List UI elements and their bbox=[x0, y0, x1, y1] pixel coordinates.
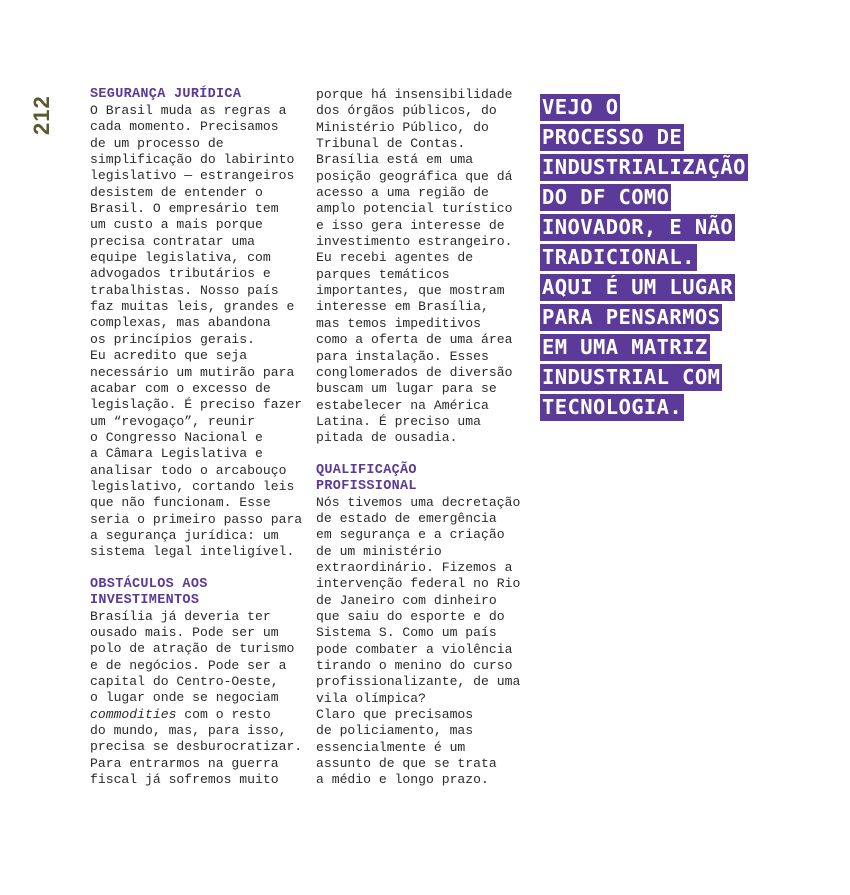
column-left bbox=[90, 87, 305, 788]
pull-quote-text: VEJO O bbox=[542, 95, 619, 119]
pull-quote-text: AQUI É UM LUGAR bbox=[542, 275, 734, 299]
section-body-qualificacao: Nós tivemos uma decretação de estado de emergência em segurança e a criação de um ministério extraordinário. Fizemos a intervenção federal no Rio de Janeiro com dinheiro que saiu do esporte e do Sistema S. Como um país pode combater a violência tirando o menino do curso profissionalizante, de uma vila olímpica? Claro que precisamos de policiamento, mas essencialmente é um assunto de que se trata a médio e longo prazo. bbox=[316, 494, 521, 788]
pull-quote bbox=[540, 92, 800, 422]
section-body-seguranca: O Brasil muda as regras a cada momento. Precisamos de um processo de simplificação do labirinto legislativo — estrangeiros desistem de entender o Brasil. O empresário tem um custo a mais porque precisa contratar uma equipe legislativa, com advogados tributários e trabalhistas. Nosso país faz muitas leis, grandes e complexas, mas abandona os princípios gerais. Eu acredito que seja necessário um mutirão para acabar com o excesso de legislação. É preciso fazer um “revogaço”, reunir o Congresso Nacional e a Câmara Legislativa e analisar todo o arcabouço legislativo, cortando leis que não funcionam. Esse seria o primeiro passo para a segurança jurídica: um sistema legal inteligível. bbox=[90, 103, 303, 560]
pull-quote-text: PROCESSO DE bbox=[542, 125, 683, 149]
pull-quote-line bbox=[540, 392, 800, 422]
pull-quote-text: TECNOLOGIA. bbox=[542, 395, 683, 419]
body-text-part: Brasília já deveria ter ousado mais. Pode ser um polo de atração de turismo e de negócios. Pode ser a capital do Centro-Oeste, o lugar onde se negociam bbox=[90, 608, 295, 706]
section-heading-qualificacao: QUALIFICAÇÃO PROFISSIONAL bbox=[316, 462, 417, 494]
spacer bbox=[90, 561, 305, 577]
pull-quote-line bbox=[540, 242, 800, 272]
pull-quote-line bbox=[540, 302, 800, 332]
pull-quote-text: INDUSTRIALIZAÇÃO bbox=[542, 155, 746, 179]
section-heading-seguranca: SEGURANÇA JURÍDICA bbox=[90, 87, 242, 102]
pull-quote-line bbox=[540, 182, 800, 212]
pull-quote-text: INDUSTRIAL COM bbox=[542, 365, 721, 389]
pull-quote-line bbox=[540, 362, 800, 392]
section-body-obstaculos bbox=[90, 609, 305, 789]
page-number: 212 bbox=[29, 95, 54, 135]
pull-quote-line bbox=[540, 272, 800, 302]
pull-quote-text: INOVADOR, E NÃO bbox=[542, 215, 734, 239]
pull-quote-text: DO DF COMO bbox=[542, 185, 670, 209]
section-heading-obstaculos: OBSTÁCULOS AOS INVESTIMENTOS bbox=[90, 576, 208, 608]
pull-quote-line bbox=[540, 122, 800, 152]
pull-quote-text: EM UMA MATRIZ bbox=[542, 335, 708, 359]
spacer bbox=[316, 447, 528, 463]
pull-quote-line bbox=[540, 92, 800, 122]
pull-quote-text: PARA PENSARMOS bbox=[542, 305, 721, 329]
pull-quote-line bbox=[540, 152, 800, 182]
pull-quote-text: TRADICIONAL. bbox=[542, 245, 695, 269]
column-middle bbox=[316, 87, 528, 789]
body-text-part: com o resto do mundo, mas, para isso, precisa se desburocratizar. Para entrarmos na guerra fiscal já sofremos muito bbox=[90, 706, 303, 788]
pull-quote-line bbox=[540, 332, 800, 362]
italic-term: commodities bbox=[90, 706, 177, 722]
section-body-continued: porque há insensibilidade dos órgãos públicos, do Ministério Público, do Tribunal de Contas. Brasília está em uma posição geográfica que dá acesso a uma região de amplo potencial turístico e isso gera interesse de investimento estrangeiro. Eu recebi agentes de parques temáticos importantes, que mostram interesse em Brasília, mas temos impeditivos como a oferta de uma área para instalação. Esses conglomerados de diversão buscam um lugar para se estabelecer na América Latina. É preciso uma pitada de ousadia. bbox=[316, 87, 513, 446]
pull-quote-line bbox=[540, 212, 800, 242]
